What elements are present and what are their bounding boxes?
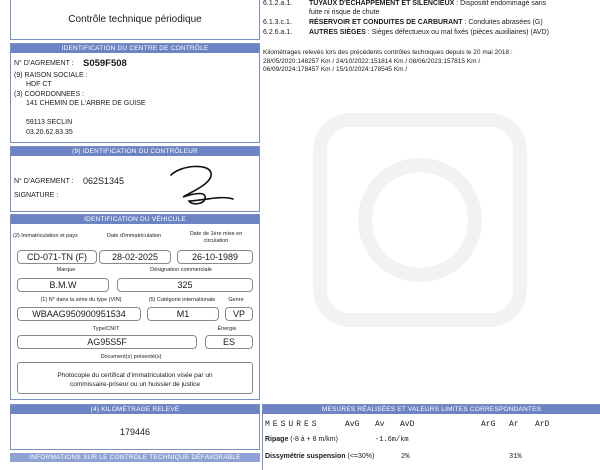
docs-label: Document(s) présenté(s) <box>100 354 162 360</box>
brand-value: B.M.W <box>17 278 109 292</box>
history-line: 06/09/2024:178457 Km / 15/10/2024:178545 Km / <box>263 66 408 73</box>
ripage-label: Ripage <box>265 436 289 443</box>
signature-label: SIGNATURE : <box>14 192 59 199</box>
dissym-limit: (<=30%) <box>345 453 375 460</box>
controller-agrement-label: N° D'AGREMENT : <box>14 178 74 185</box>
defect-text: : Dispositif endommagé sans <box>454 0 547 7</box>
defect-code: 6.1.2.a.1. <box>263 0 293 7</box>
ripage-limit: (-8 à + 8 m/km) <box>288 436 338 443</box>
defect-text: : Conduites abrasées (G) <box>462 19 543 26</box>
designation-value: 325 <box>117 278 253 292</box>
controller-agrement-value: 062S1345 <box>83 176 125 186</box>
date-imm-value: 28-02-2025 <box>99 250 171 264</box>
docs-box <box>17 362 253 394</box>
col-avg: AvG <box>345 420 360 429</box>
imm-label: (2) Immatriculation et pays <box>13 233 78 239</box>
dissym-rear-value: 31% <box>509 453 522 461</box>
defect-title: RÉSERVOIR ET CONDUITES DE CARBURANT <box>309 19 463 26</box>
measures-title: MESURES <box>265 420 320 429</box>
control-center-section <box>10 43 260 143</box>
docs-line2: commissaire-priseur ou un huissier de justice <box>69 381 201 388</box>
type-value: AG95S5F <box>17 335 197 349</box>
defect-item <box>263 19 598 28</box>
dissym-row <box>265 453 374 460</box>
vin-label: (1) N° dans la série du type (VIN) <box>40 297 122 303</box>
center-raison-label: (9) RAISON SOCIALE : <box>14 72 88 79</box>
document-title: Contrôle technique périodique <box>68 14 202 25</box>
control-center-header: IDENTIFICATION DU CENTRE DE CONTRÔLE <box>11 44 259 53</box>
center-agrement-value: S059F508 <box>83 58 127 69</box>
energy-label: Énergie <box>217 326 237 332</box>
controller-header: (9) IDENTIFICATION DU CONTRÔLEUR <box>11 147 259 156</box>
center-phone: 03.20.62.83.35 <box>26 129 73 136</box>
col-ar: Ar <box>509 420 519 429</box>
dissym-label: Dissymétrie suspension <box>265 453 346 460</box>
col-avd: AvD <box>400 420 415 429</box>
watermark-logo <box>300 100 540 380</box>
history-intro: Kilométrages relevés lors des précédents contrôles techniques depuis le 20 mai 2018 : <box>263 49 513 56</box>
vin-value: WBAAG950900951534 <box>17 307 141 321</box>
genre-label: Genre <box>228 297 244 303</box>
mileage-section <box>10 404 260 450</box>
center-raison-value: HDF CT <box>26 81 52 88</box>
date-imm-label: Date d'immatriculation <box>106 233 162 239</box>
controller-section <box>10 146 260 212</box>
vehicle-header: IDENTIFICATION DU VÉHICULE <box>11 215 259 224</box>
category-value: M1 <box>147 307 219 321</box>
vehicle-section <box>10 214 260 400</box>
defect-text-cont: fuite ni risque de chute <box>309 8 380 16</box>
col-av: Av <box>375 420 385 429</box>
measures-section <box>262 404 600 470</box>
dissym-front-value: 2% <box>401 453 410 461</box>
signature-icon <box>161 161 241 207</box>
center-agrement-label: N° D'AGREMENT : <box>14 60 74 67</box>
ripage-row <box>265 436 338 443</box>
defect-code: 6.2.6.a.1. <box>263 29 293 36</box>
defect-code: 6.1.3.c.1. <box>263 19 292 26</box>
type-label: Type/CNIT <box>92 326 120 332</box>
first-date-value: 26-10-1989 <box>177 250 253 264</box>
mileage-history <box>263 49 598 75</box>
docs-line1: Photocopie du certificat d'immatriculation visée par un <box>57 372 213 379</box>
mileage-header: (4) KILOMÉTRAGE RELEVÉ <box>11 405 259 414</box>
defect-item <box>263 0 598 17</box>
defect-text: : Sièges défectueux ou mal fixés (pièces auxiliaires) (AVD) <box>365 29 549 36</box>
defect-item <box>263 29 598 38</box>
defect-title: TUYAUX D'ÉCHAPPEMENT ET SILENCIEUX <box>309 0 455 7</box>
mileage-value: 179446 <box>119 427 151 437</box>
designation-label: Désignation commerciale <box>150 267 212 273</box>
defect-title: AUTRES SIÈGES <box>309 29 366 36</box>
info-footer-header: INFORMATIONS SUR LE CONTRÔLE TECHNIQUE DÉFAVORABLE <box>10 453 260 462</box>
imm-value: CD-071-TN (F) <box>17 250 97 264</box>
center-coord-label: (3) COORDONNEES : <box>14 91 85 98</box>
col-arg: ArG <box>481 420 496 429</box>
center-address-line2: 59113 SECLIN <box>26 119 73 126</box>
center-address-line1: 141 CHEMIN DE L'ARBRE DE GUISE <box>26 100 146 107</box>
history-line: 28/05/2020:148257 Km / 24/10/2022:151814 Km / 08/06/2023:157815 Km / <box>263 57 481 65</box>
measures-header: MESURES RÉALISÉES ET VALEURS LIMITES CORRESPONDANTES <box>263 405 600 414</box>
document-title-box <box>10 0 260 40</box>
ripage-value: -1.6m/km <box>375 436 409 444</box>
genre-value: VP <box>225 307 253 321</box>
first-date-label: Date de 1ère mise en circulation <box>189 231 243 244</box>
brand-label: Marque <box>56 267 76 273</box>
col-ard: ArD <box>535 420 550 429</box>
energy-value: ES <box>205 335 253 349</box>
category-label: (5) Catégorie internationale <box>148 297 216 303</box>
